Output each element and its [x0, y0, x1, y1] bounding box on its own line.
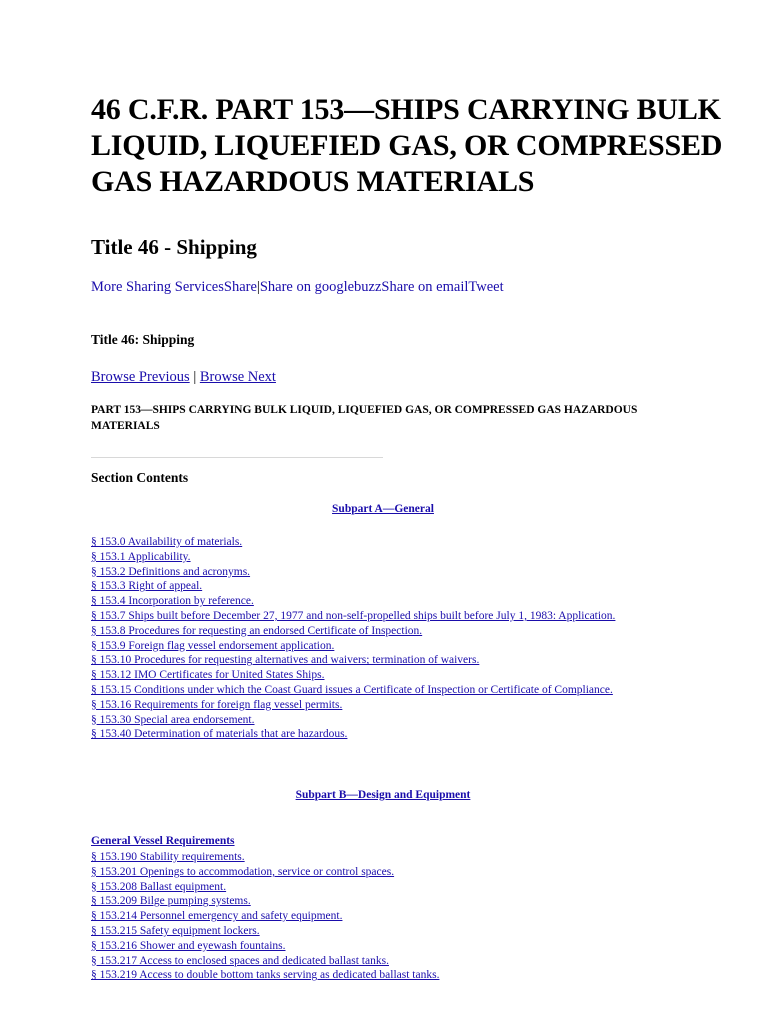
subpart-b-link[interactable]: Subpart B—Design and Equipment	[295, 789, 471, 801]
list-item	[91, 894, 651, 909]
section-link[interactable]: § 153.217 Access to enclosed spaces and dedicated ballast tanks.	[91, 954, 389, 967]
list-item	[91, 653, 651, 668]
section-link[interactable]: § 153.10 Procedures for requesting alternatives and waivers; termination of waivers.	[91, 654, 480, 667]
list-item	[91, 698, 651, 713]
subpart-a-list	[91, 535, 651, 742]
section-link[interactable]: § 153.30 Special area endorsement.	[91, 713, 255, 726]
list-item	[91, 668, 651, 683]
list-item	[91, 535, 651, 550]
list-item	[91, 713, 651, 728]
browse-previous-link[interactable]: Browse Previous	[91, 369, 190, 385]
section-link[interactable]: § 153.16 Requirements for foreign flag vessel permits.	[91, 698, 343, 711]
share-googlebuzz-link[interactable]: Share on googlebuzz	[259, 279, 382, 295]
list-item	[91, 968, 651, 983]
list-item	[91, 594, 651, 609]
list-item	[91, 865, 651, 880]
part-title: PART 153—SHIPS CARRYING BULK LIQUID, LIQUEFIED GAS, OR COMPRESSED GAS HAZARDOUS MATERIALS	[91, 404, 638, 432]
list-item	[91, 727, 651, 742]
general-vessel-requirements-link[interactable]: General Vessel Requirements	[91, 835, 235, 847]
list-item	[91, 579, 651, 594]
list-item	[91, 565, 651, 580]
more-sharing-link[interactable]: More Sharing Services	[91, 279, 224, 295]
divider	[91, 457, 383, 458]
share-separator: |	[256, 279, 260, 295]
section-link[interactable]: § 153.201 Openings to accommodation, service or control spaces.	[91, 865, 395, 878]
page-title: 46 C.F.R. PART 153—SHIPS CARRYING BULK LIQUID, LIQUEFIED GAS, OR COMPRESSED GAS HAZARDOUS MATERIALS	[91, 93, 723, 198]
section-link[interactable]: § 153.190 Stability requirements.	[91, 851, 245, 863]
list-item	[91, 609, 651, 624]
list-item	[91, 624, 651, 639]
section-link[interactable]: § 153.40 Determination of materials that are hazardous.	[91, 728, 348, 741]
list-item	[91, 954, 651, 969]
section-link[interactable]: § 153.7 Ships built before December 27, 1977 and non-self-propelled ships built before July 1, 1983: Application.	[91, 609, 616, 622]
browse-nav	[91, 368, 276, 386]
section-link[interactable]: § 153.2 Definitions and acronyms.	[91, 565, 251, 578]
list-item	[91, 550, 651, 565]
section-link[interactable]: § 153.0 Availability of materials.	[91, 536, 243, 548]
share-link[interactable]: Share	[223, 279, 257, 295]
subpart-a-link[interactable]: Subpart A—General	[332, 503, 434, 515]
list-item	[91, 683, 651, 698]
list-item	[91, 639, 651, 654]
section-link[interactable]: § 153.216 Shower and eyewash fountains.	[91, 939, 286, 952]
tweet-link[interactable]: Tweet	[468, 279, 504, 295]
subpart-b-list	[91, 850, 651, 983]
section-link[interactable]: § 153.3 Right of appeal.	[91, 580, 203, 593]
list-item	[91, 909, 651, 924]
list-item	[91, 880, 651, 895]
list-item	[91, 939, 651, 954]
group-heading	[91, 835, 235, 847]
page-subtitle: Title 46 - Shipping	[91, 235, 257, 259]
title-line: Title 46: Shipping	[91, 332, 195, 347]
section-link[interactable]: § 153.214 Personnel emergency and safety equipment.	[91, 910, 343, 923]
section-contents-label: Section Contents	[91, 470, 189, 485]
browse-next-link[interactable]: Browse Next	[199, 369, 276, 385]
section-link[interactable]: § 153.12 IMO Certificates for United States Ships.	[91, 669, 325, 682]
section-link[interactable]: § 153.215 Safety equipment lockers.	[91, 924, 260, 937]
section-link[interactable]: § 153.15 Conditions under which the Coast Guard issues a Certificate of Inspection or Certificate of Compliance.	[91, 683, 613, 696]
section-link[interactable]: § 153.209 Bilge pumping systems.	[91, 895, 251, 908]
subpart-a-heading	[91, 503, 675, 515]
subpart-b-heading	[91, 789, 675, 801]
browse-separator: |	[189, 369, 200, 385]
section-link[interactable]: § 153.9 Foreign flag vessel endorsement application.	[91, 639, 335, 652]
section-link[interactable]: § 153.208 Ballast equipment.	[91, 880, 227, 893]
section-link[interactable]: § 153.219 Access to double bottom tanks serving as dedicated ballast tanks.	[91, 969, 440, 982]
section-link[interactable]: § 153.4 Incorporation by reference.	[91, 595, 254, 608]
section-link[interactable]: § 153.1 Applicability.	[91, 550, 191, 563]
list-item	[91, 850, 651, 865]
list-item	[91, 924, 651, 939]
section-link[interactable]: § 153.8 Procedures for requesting an endorsed Certificate of Inspection.	[91, 624, 423, 637]
share-email-link[interactable]: Share on email	[381, 279, 469, 295]
share-bar	[91, 278, 504, 296]
